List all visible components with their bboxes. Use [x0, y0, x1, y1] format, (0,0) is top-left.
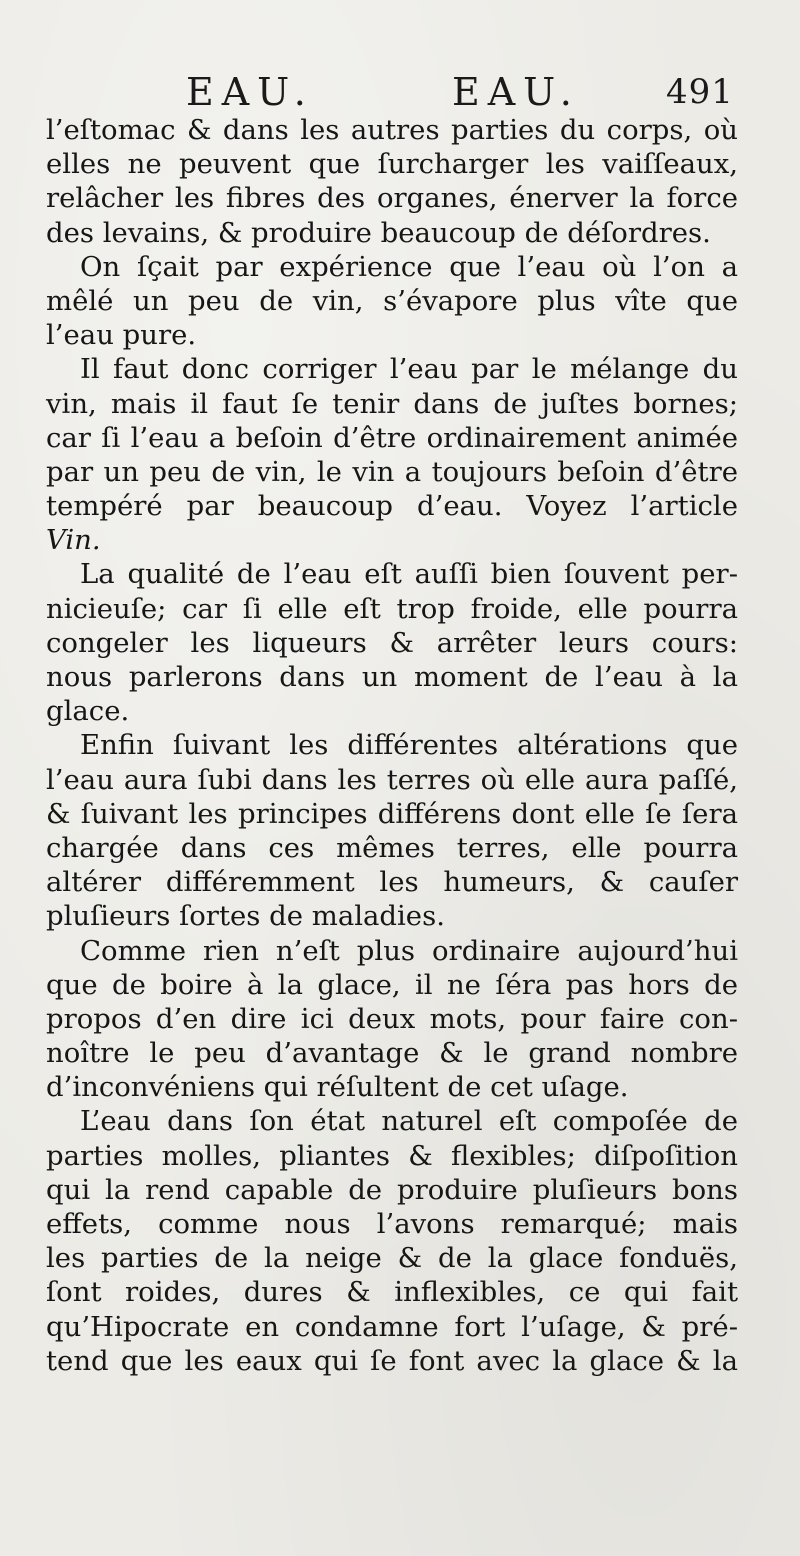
text-line: L’eau dans ſon état naturel eſt compoſée de	[80, 1105, 738, 1138]
text-line: Il faut donc corriger l’eau par le mélange du	[80, 353, 738, 386]
text-line: Comme rien n’eſt plus ordinaire aujourd’hui	[80, 934, 738, 967]
text-line: tempéré par beaucoup d’eau. Voyez l’article	[46, 490, 738, 523]
paragraph	[46, 1104, 738, 1378]
text-line: glace.	[46, 695, 130, 728]
text-line: que de boire à la glace, il ne ſéra pas hors de	[46, 968, 738, 1001]
text-line: car ſi l’eau a beſoin d’être ordinairement animée	[46, 421, 738, 454]
text-line: pluſieurs ſortes de maladies.	[46, 900, 445, 933]
body-text	[46, 113, 738, 1378]
paragraph	[46, 352, 738, 557]
header-right-title: EAU.	[452, 70, 580, 114]
text-line: par un peu de vin, le vin a toujours beſoin d’être	[46, 455, 738, 488]
text-line: l’eſtomac & dans les autres parties du corps, où	[46, 114, 738, 146]
text-line: altérer différemment les humeurs, & cauſer	[46, 866, 738, 899]
text-line: propos d’en dire ici deux mots, pour faire con-	[46, 1002, 738, 1035]
running-header	[0, 70, 800, 118]
text-line: noître le peu d’avantage & le grand nombre	[46, 1037, 738, 1070]
text-line: nous parlerons dans un moment de l’eau à la	[46, 661, 738, 693]
text-line: effets, comme nous l’avons remarqué; mais	[46, 1208, 738, 1240]
text-line: Vin.	[46, 524, 101, 557]
text-line: La qualité de l’eau eſt auſſi bien ſouvent per-	[80, 558, 738, 591]
text-line: tend que les eaux qui ſe font avec la glace & la	[46, 1344, 738, 1377]
text-line: mêlé un peu de vin, s’évapore plus vîte que	[46, 284, 738, 317]
header-left-title: EAU.	[186, 70, 314, 114]
text-line: d’inconvéniens qui réſultent de cet uſage.	[46, 1071, 629, 1104]
paragraph	[46, 728, 738, 933]
paragraph	[46, 934, 738, 1105]
text-line: parties molles, pliantes & flexibles; diſpoſition	[46, 1139, 738, 1172]
text-line: & ſuivant les principes différens dont elle ſe ſera	[46, 797, 738, 830]
paragraph	[46, 250, 738, 353]
text-line: des levains, & produire beaucoup de déſordres.	[46, 216, 711, 249]
text-line: chargée dans ces mêmes terres, elle pourra	[46, 831, 738, 864]
text-line: On ſçait par expérience que l’eau où l’on a	[80, 250, 738, 283]
text-line: les parties de la neige & de la glace fonduës,	[46, 1242, 738, 1275]
text-line: Enfin ſuivant les différentes altérations que	[80, 729, 738, 762]
text-line: congeler les liqueurs & arrêter leurs cours:	[46, 626, 738, 659]
page-number: 491	[666, 72, 734, 112]
text-line: l’eau aura ſubi dans les terres où elle aura paſſé,	[46, 763, 738, 796]
paragraph	[46, 557, 738, 728]
text-line: elles ne peuvent que ſurcharger les vaiſſeaux,	[46, 148, 738, 181]
text-line: relâcher les fibres des organes, énerver la force	[46, 182, 738, 215]
text-line: ſont roides, dures & inflexibles, ce qui fait	[46, 1276, 738, 1309]
text-line: nicieuſe; car ſi elle eſt trop froide, elle pourra	[46, 592, 738, 625]
text-line: qu’Hipocrate en condamne fort l’uſage, & pré-	[46, 1310, 738, 1343]
text-line: vin, mais il faut ſe tenir dans de juſtes bornes;	[46, 387, 738, 420]
text-line: qui la rend capable de produire pluſieurs bons	[46, 1173, 738, 1206]
text-line: l’eau pure.	[46, 319, 197, 352]
paragraph	[46, 113, 738, 250]
